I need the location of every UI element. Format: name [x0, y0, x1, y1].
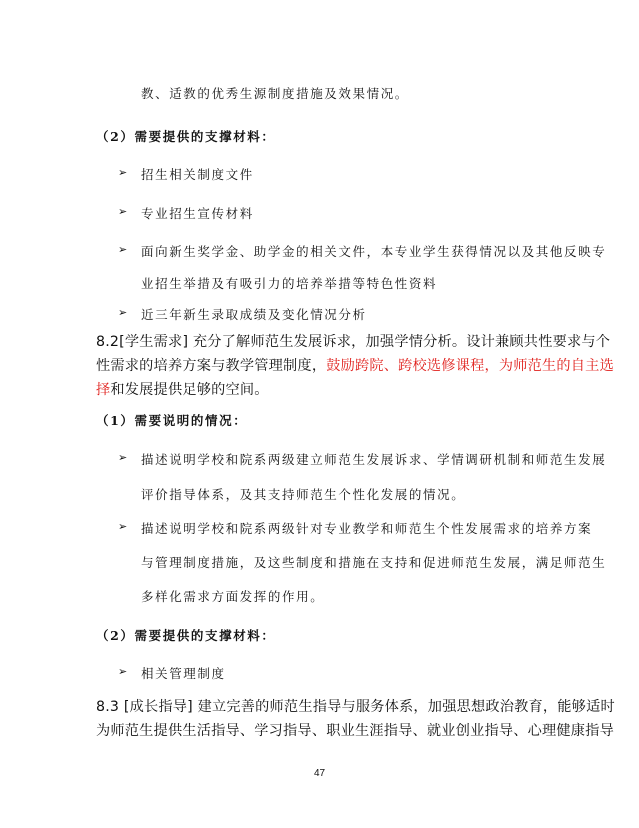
bullet-item-continued: 多样化需求方面发挥的作用。	[141, 589, 325, 604]
bullet-item-continued: 业招生举措及有吸引力的培养举措等特色性资料	[141, 276, 438, 291]
bullet-arrow-icon: ➢	[118, 306, 128, 319]
subheading: （2）需要提供的支撑材料：	[96, 628, 276, 643]
text-highlight-red: 鼓励跨院、跨校选修课程，为师范生的自主选	[326, 358, 614, 374]
bullet-arrow-icon: ➢	[118, 520, 128, 533]
bullet-item: 招生相关制度文件	[141, 167, 254, 182]
text-black: 和发展提供足够的空间。	[110, 382, 269, 398]
bullet-arrow-icon: ➢	[118, 665, 128, 678]
bullet-item: 相关管理制度	[141, 666, 226, 681]
bullet-item-continued: 与管理制度措施，及这些制度和措施在支持和促进师范生发展，满足师范生	[141, 555, 607, 570]
section-8-3-line: 8.3 [成长指导] 建立完善的师范生指导与服务体系，加强思想政治教育，能够适时	[96, 699, 615, 715]
section-8-2-line: 8.2[学生需求] 充分了解师范生发展诉求，加强学情分析。设计兼顾共性要求与个	[96, 334, 611, 350]
subheading: （1）需要说明的情况：	[96, 413, 248, 428]
section-8-3-line: 为师范生提供生活指导、学习指导、职业生涯指导、就业创业指导、心理健康指导	[96, 723, 614, 739]
section-8-2-line	[96, 355, 614, 375]
bullet-arrow-icon: ➢	[118, 243, 128, 256]
bullet-arrow-icon: ➢	[118, 166, 128, 179]
paragraph-line: 教、适教的优秀生源制度措施及效果情况。	[141, 86, 409, 101]
section-8-2-line	[96, 379, 269, 399]
bullet-arrow-icon: ➢	[118, 205, 128, 218]
bullet-item: 面向新生奖学金、助学金的相关文件，本专业学生获得情况以及其他反映专	[141, 244, 607, 259]
bullet-item-continued: 评价指导体系，及其支持师范生个性化发展的情况。	[141, 487, 466, 502]
bullet-arrow-icon: ➢	[118, 451, 128, 464]
bullet-item: 描述说明学校和院系两级针对专业教学和师范生个性发展需求的培养方案	[141, 521, 593, 536]
bullet-item: 近三年新生录取成绩及变化情况分析	[141, 307, 367, 322]
text-highlight-red: 择	[96, 382, 111, 398]
bullet-item: 专业招生宣传材料	[141, 206, 254, 221]
text-black: 性需求的培养方案与教学管理制度，	[96, 358, 327, 374]
page-number: 47	[313, 768, 326, 779]
bullet-item: 描述说明学校和院系两级建立师范生发展诉求、学情调研机制和师范生发展	[141, 452, 607, 467]
subheading: （2）需要提供的支撑材料：	[96, 129, 276, 144]
